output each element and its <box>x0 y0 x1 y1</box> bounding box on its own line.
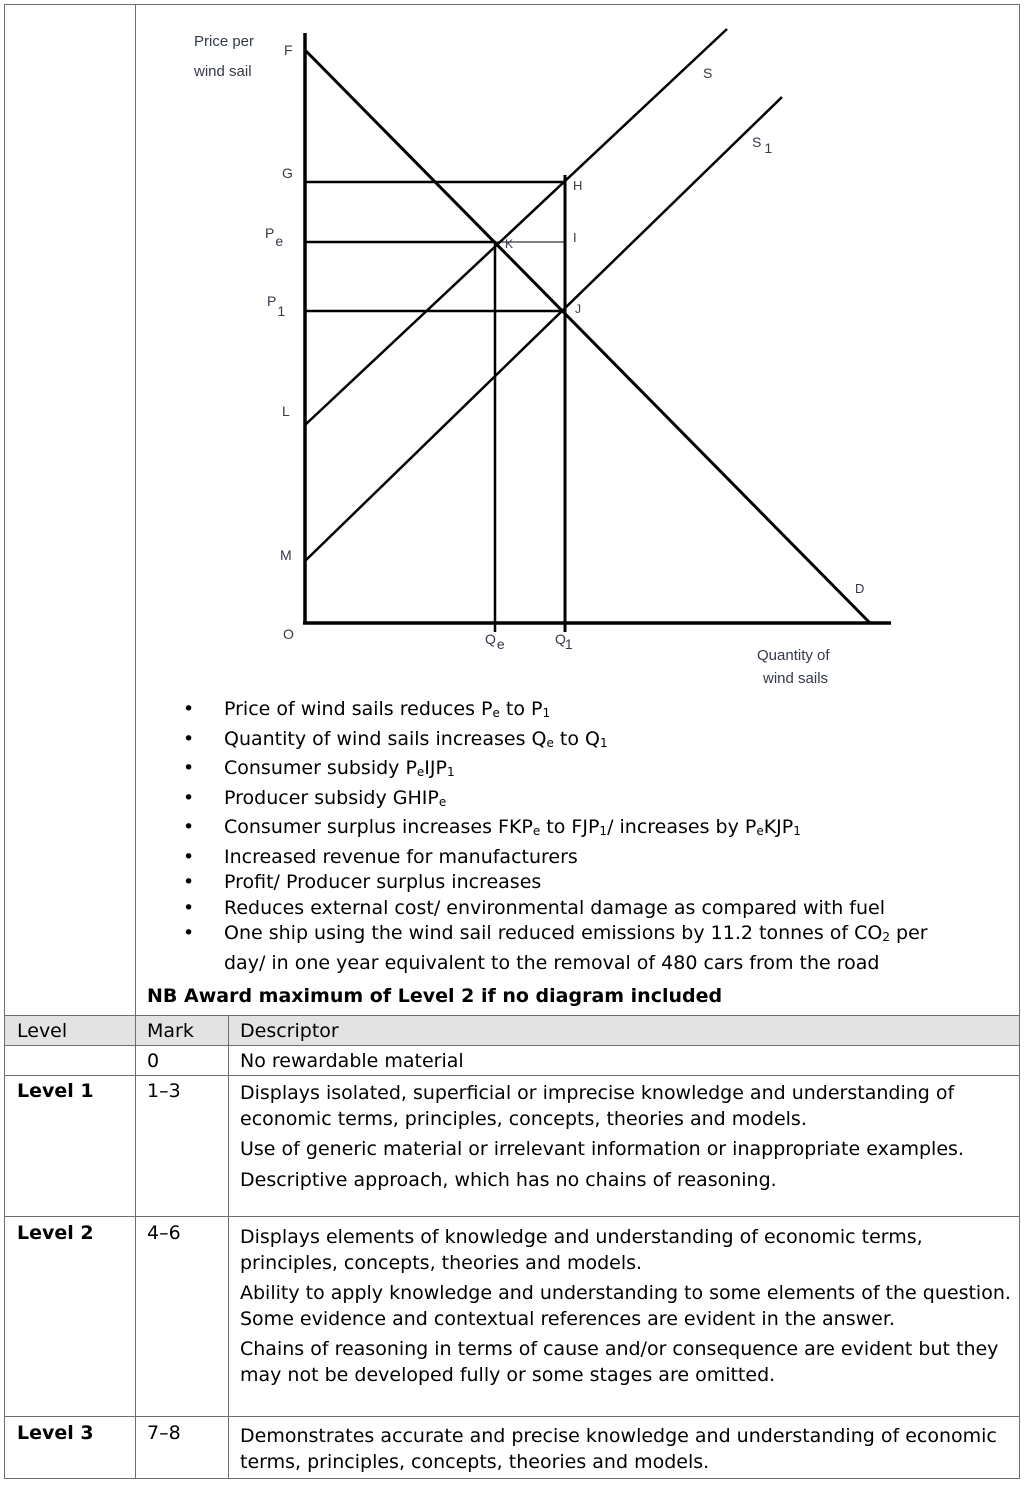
list-item: • One ship using the wind sail reduced emissions by 11.2 tonnes of $CO_2$ per day/ in one year equivalent to the removal of 480 cars from the road <box>180 921 928 976</box>
header-mark: Mark <box>147 1020 194 1042</box>
row-divider-level1 <box>4 1216 1020 1217</box>
supply-curve-S <box>305 29 727 425</box>
list-item: • Consumer subsidy $P_eIJP_1$ <box>180 756 928 786</box>
row-level3-mark: 7–8 <box>147 1422 181 1444</box>
list-item: • Quantity of wind sails increases $Q_e$ to $Q_1$ <box>180 727 928 757</box>
demand-curve-D <box>305 50 870 623</box>
row-divider-0 <box>4 1075 1020 1076</box>
row-0-mark: 0 <box>147 1050 160 1072</box>
label-M: M <box>280 547 292 563</box>
descriptor-paragraph: Displays elements of knowledge and understanding of economic terms, principles, concepts, theories and models. <box>240 1226 923 1274</box>
label-Qe: Qe <box>485 631 505 652</box>
list-item: • Increased revenue for manufacturers <box>180 845 928 871</box>
row-0-descriptor: No rewardable material <box>240 1050 464 1072</box>
list-item: • Consumer surplus increases $FKP_e$ to $FJP_1/$ increases by $P_eKJP_1$ <box>180 815 928 845</box>
label-Q1: Q1 <box>555 631 573 652</box>
row-level3-descriptor <box>240 1424 1015 1475</box>
row-level1-descriptor <box>240 1081 1015 1193</box>
label-H: H <box>573 178 583 193</box>
label-origin: O <box>283 626 294 642</box>
descriptor-paragraph: Chains of reasoning in terms of cause and/or consequence are evident but they may not be developed fully or some stages are omitted. <box>240 1338 999 1386</box>
label-curve-S1: S 1 <box>752 134 773 156</box>
descriptor-paragraph: Ability to apply knowledge and understanding to some elements of the question. Some evidence and contextual references are evident in the answer. <box>240 1282 1011 1330</box>
label-L: L <box>282 403 290 419</box>
label-curve-S: S <box>703 65 713 81</box>
x-axis-title-line2: wind sails <box>763 670 829 687</box>
row-level2-level: Level 2 <box>17 1222 94 1244</box>
label-K: K <box>505 237 514 251</box>
column-divider-mark <box>228 1016 229 1479</box>
row-level1-level: Level 1 <box>17 1080 94 1102</box>
label-G: G <box>282 165 293 181</box>
list-item: • Profit/ Producer surplus increases <box>180 870 928 896</box>
label-J: J <box>575 302 581 316</box>
label-P1: P1 <box>267 293 286 319</box>
descriptor-paragraph: Descriptive approach, which has no chains of reasoning. <box>240 1168 777 1191</box>
diagram-note: NB Award maximum of Level 2 if no diagram included <box>147 985 723 1007</box>
row-divider-level2 <box>4 1416 1020 1417</box>
descriptor-paragraph: Demonstrates accurate and precise knowledge and understanding of economic terms, principles, concepts, theories and models. <box>240 1425 997 1473</box>
row-level2-descriptor <box>240 1225 1015 1388</box>
label-Pe: Pe <box>265 225 284 249</box>
row-divider-note <box>4 1015 1020 1016</box>
header-level: Level <box>17 1020 68 1042</box>
row-level2-mark: 4–6 <box>147 1222 181 1244</box>
y-axis-title-line2: wind sail <box>194 63 252 80</box>
label-curve-D: D <box>855 581 865 596</box>
answer-points-list <box>180 697 928 976</box>
row-level3-level: Level 3 <box>17 1422 94 1444</box>
x-axis-title-line1: Quantity of <box>757 647 830 664</box>
supply-curve-S1 <box>305 97 782 561</box>
header-descriptor: Descriptor <box>240 1020 339 1042</box>
row-level1-mark: 1–3 <box>147 1080 181 1102</box>
row-divider-header <box>4 1045 1020 1046</box>
supply-demand-diagram <box>0 0 1024 700</box>
list-item: • Price of wind sails reduces $P_e$ to $P_1$ <box>180 697 928 727</box>
list-item: • Producer subsidy $GHIP_e$ <box>180 786 928 816</box>
y-axis-title-line1: Price per <box>194 33 255 50</box>
label-I: I <box>573 230 577 245</box>
label-F: F <box>284 42 293 58</box>
list-item: • Reduces external cost/ environmental damage as compared with fuel <box>180 896 928 922</box>
descriptor-paragraph: Use of generic material or irrelevant information or inappropriate examples. <box>240 1138 964 1160</box>
descriptor-paragraph: Displays isolated, superficial or imprecise knowledge and understanding of economic terms, principles, concepts, theories and models. <box>240 1082 955 1130</box>
